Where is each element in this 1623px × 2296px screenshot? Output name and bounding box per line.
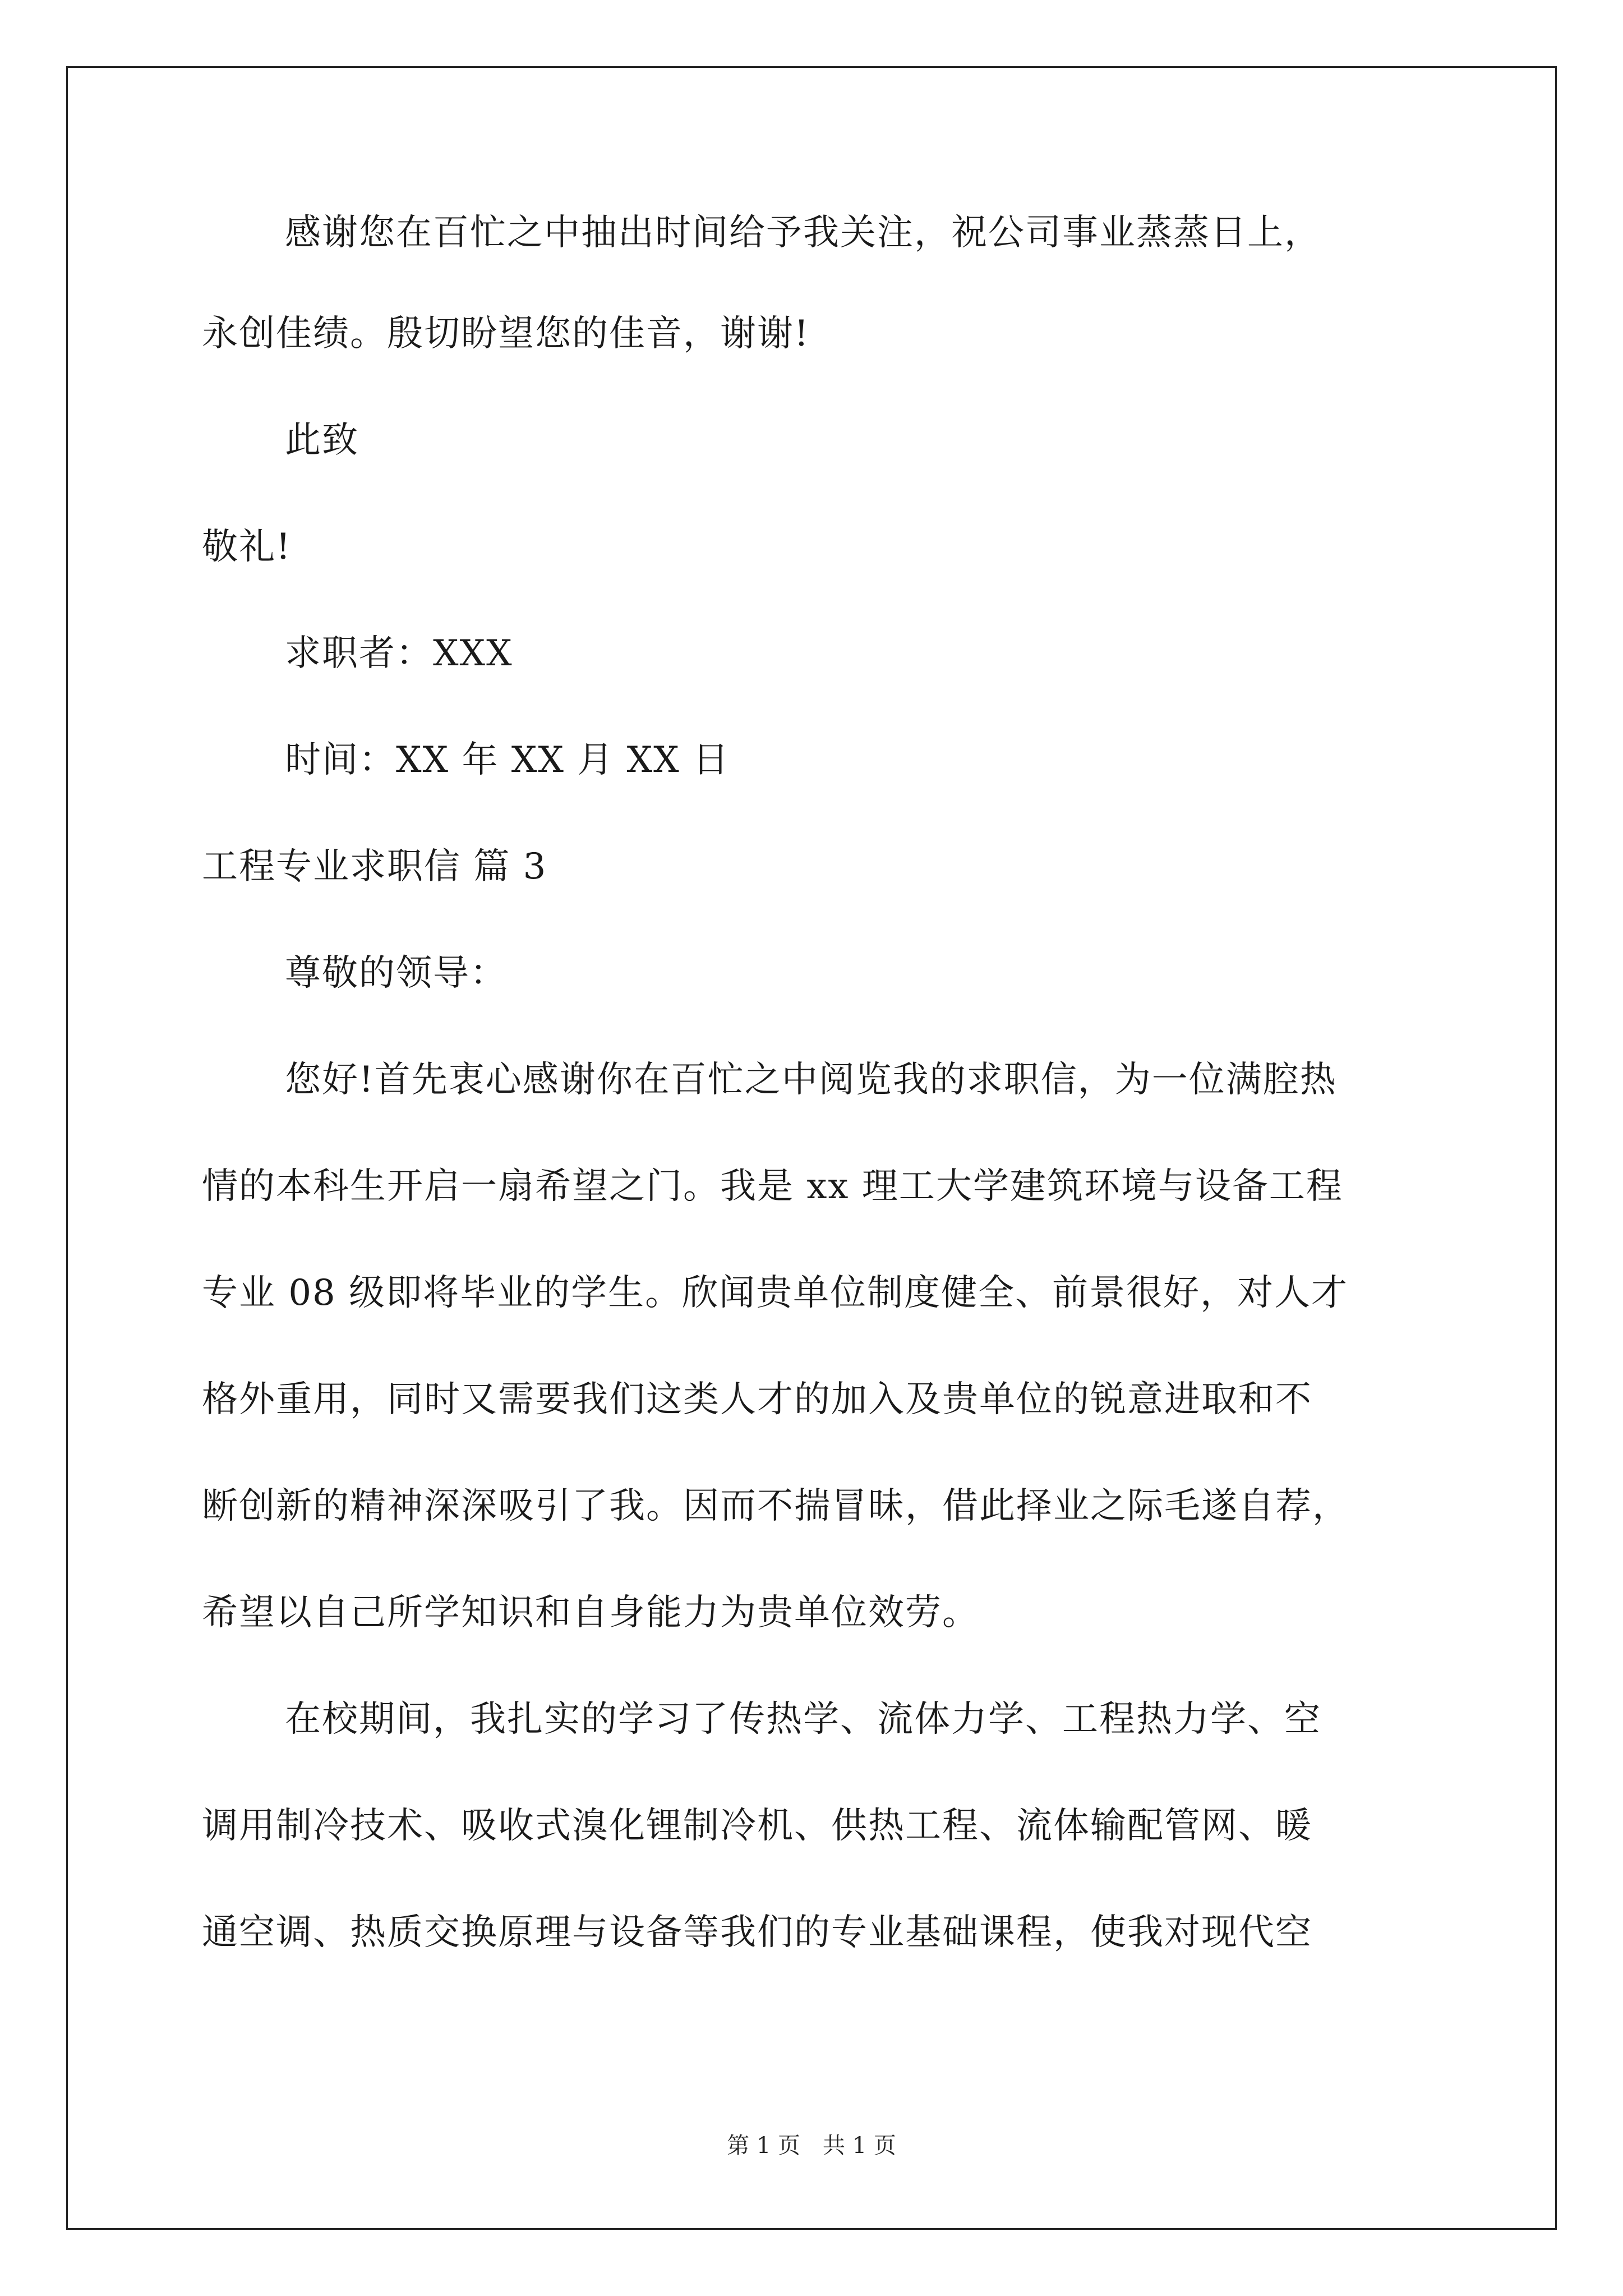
closing-line: 此致 [285,420,359,461]
paragraph-line: 感谢您在百忙之中抽出时间给予我关注，祝公司事业蒸蒸日上， [285,212,1321,254]
paragraph-line: 专业 08 级即将毕业的学生。欣闻贵单位制度健全、前景很好，对人才 [202,1272,1349,1314]
salutation-line: 敬礼! [202,526,292,568]
paragraph-line: 在校期间，我扎实的学习了传热学、流体力学、工程热力学、空 [285,1699,1321,1740]
date-line: 时间：XX 年 XX 月 XX 日 [285,739,730,781]
applicant-line: 求职者：XXX [285,633,513,674]
paragraph-line: 永创佳绩。殷切盼望您的佳音，谢谢! [202,313,810,355]
paragraph-line: 希望以自己所学知识和自身能力为贵单位效劳。 [202,1592,979,1634]
paragraph-line: 断创新的精神深深吸引了我。因而不揣冒昧，借此择业之际毛遂自荐， [202,1485,1349,1527]
page-border [66,66,1557,2230]
paragraph-line: 通空调、热质交换原理与设备等我们的专业基础课程，使我对现代空 [202,1912,1312,1953]
paragraph-line: 格外重用，同时又需要我们这类人才的加入及贵单位的锐意进取和不 [202,1379,1312,1420]
section-heading: 工程专业求职信 篇 3 [202,846,547,887]
paragraph-line: 情的本科生开启一扇希望之门。我是 xx 理工大学建筑环境与设备工程 [202,1166,1343,1207]
greeting-line: 尊敬的领导： [285,953,507,994]
paragraph-line: 调用制冷技术、吸收式溴化锂制冷机、供热工程、流体输配管网、暖 [202,1805,1312,1847]
paragraph-line: 您好!首先衷心感谢你在百忙之中阅览我的求职信，为一位满腔热 [285,1059,1337,1101]
page-footer: 第 1 页 共 1 页 [727,2133,896,2159]
